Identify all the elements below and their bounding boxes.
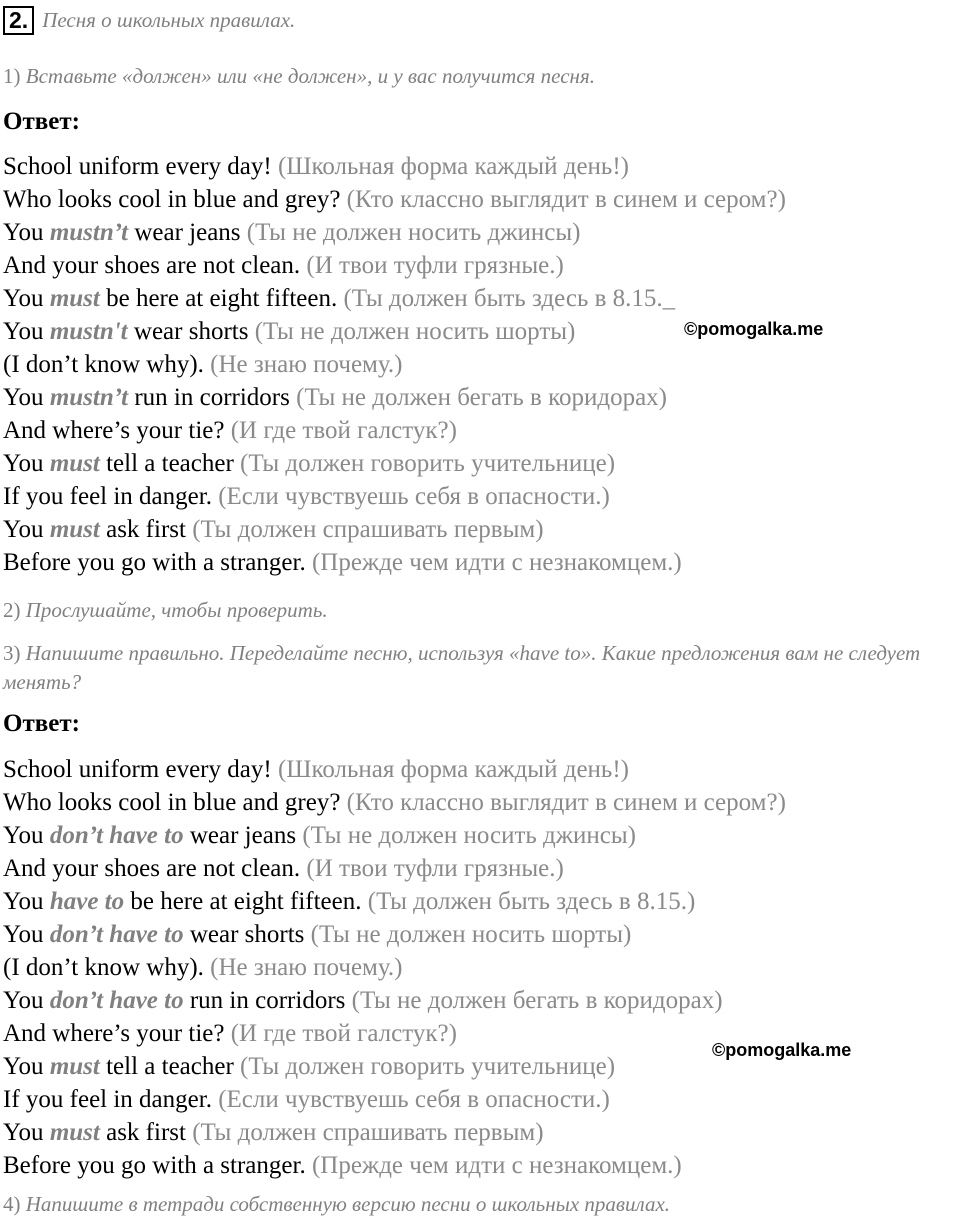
song-line [3, 183, 786, 216]
song-line [3, 753, 786, 786]
line-keyword: must [49, 1053, 100, 1080]
song-line [3, 447, 786, 480]
line-english-rest: run in corridors [134, 384, 290, 411]
line-translation: (Ты не должен бегать в коридорах) [351, 987, 723, 1014]
song-line [3, 282, 786, 315]
line-translation: (Школьная форма каждый день!) [277, 153, 629, 180]
song-line [3, 546, 786, 579]
line-english-rest: ask first [106, 516, 186, 543]
line-english: If you feel in danger. [3, 483, 212, 510]
line-english: (I don’t know why). [3, 954, 204, 981]
line-translation: (И твои туфли грязные.) [306, 855, 564, 882]
line-english: You [3, 450, 44, 477]
instruction-1 [3, 64, 595, 89]
line-english: You [3, 384, 44, 411]
line-english: You [3, 1119, 44, 1146]
line-translation: (И где твой галстук?) [230, 417, 457, 444]
line-translation: (Ты должен быть здесь в 8.15.) [367, 888, 696, 915]
line-english: Who looks cool in blue and grey? [3, 186, 341, 213]
line-english: You [3, 285, 44, 312]
line-translation: (Ты не должен носить шорты) [254, 318, 576, 345]
instruction-text: Прослушайте, чтобы проверить. [25, 598, 328, 622]
line-english-rest: be here at eight fifteen. [106, 285, 338, 312]
instruction-number: 1) [3, 64, 21, 88]
line-translation: (Школьная форма каждый день!) [277, 756, 629, 783]
instruction-number: 2) [3, 598, 21, 622]
line-english-rest: be here at eight fifteen. [130, 888, 362, 915]
line-english: You [3, 987, 44, 1014]
line-keyword: must [49, 285, 100, 312]
song-line [3, 249, 786, 282]
line-english: You [3, 318, 44, 345]
line-translation: (Ты должен спрашивать первым) [192, 516, 544, 543]
line-translation: (Ты должен спрашивать первым) [192, 1119, 544, 1146]
song-line [3, 852, 786, 885]
line-english: School uniform every day! [3, 756, 272, 783]
song-line [3, 984, 786, 1017]
line-english: And where’s your tie? [3, 417, 225, 444]
line-translation: (Если чувствуешь себя в опасности.) [218, 1086, 610, 1113]
instruction-text: Напишите в тетради собственную версию песни о школьных правилах. [25, 1192, 671, 1216]
answer-label-2: Ответ: [3, 710, 80, 737]
line-english: You [3, 1053, 44, 1080]
line-english-rest: wear shorts [133, 318, 249, 345]
line-english-rest: wear jeans [134, 219, 241, 246]
song-line [3, 480, 786, 513]
song-line [3, 1083, 786, 1116]
line-english: You [3, 888, 44, 915]
instruction-text: Напишите правильно. Переделайте песню, используя «have to». Какие предложения вам не следует менять? [3, 641, 921, 694]
song-line [3, 819, 786, 852]
instruction-number: 3) [3, 641, 21, 665]
line-english-rest: wear jeans [189, 822, 297, 849]
line-english: School uniform every day! [3, 153, 272, 180]
instruction-4 [3, 1192, 670, 1217]
watermark: ©pomogalka.me [684, 319, 824, 339]
line-keyword: must [49, 450, 100, 477]
line-translation: (Ты должен говорить учительнице) [240, 450, 616, 477]
line-english: You [3, 921, 44, 948]
line-english: Who looks cool in blue and grey? [3, 789, 341, 816]
line-english: If you feel in danger. [3, 1086, 212, 1113]
line-translation: (Кто классно выглядит в синем и сером?) [346, 186, 786, 213]
song-line [3, 951, 786, 984]
instruction-number: 4) [3, 1192, 21, 1216]
line-english-rest: tell a teacher [106, 450, 234, 477]
line-translation: (Не знаю почему.) [210, 351, 403, 378]
line-translation: (Если чувствуешь себя в опасности.) [218, 483, 610, 510]
song-line [3, 1116, 786, 1149]
line-translation: (Ты не должен носить шорты) [310, 921, 632, 948]
task-header [3, 5, 295, 35]
line-english-rest: wear shorts [189, 921, 305, 948]
song-line [3, 513, 786, 546]
instruction-2 [3, 598, 328, 623]
line-keyword: must [49, 516, 100, 543]
line-english: You [3, 822, 44, 849]
watermark-2: ©pomogalka.me [712, 1040, 852, 1060]
line-english: Before you go with a stranger. [3, 549, 306, 576]
line-keyword: don’t have to [49, 921, 184, 948]
line-keyword: have to [49, 888, 125, 915]
song-line [3, 786, 786, 819]
song-lines-must [3, 150, 786, 579]
line-keyword: mustn’t [49, 219, 129, 246]
line-keyword: must [49, 1119, 100, 1146]
line-translation: (И где твой галстук?) [230, 1020, 457, 1047]
line-keyword: mustn't [49, 318, 128, 345]
line-english: And your shoes are not clean. [3, 252, 301, 279]
line-translation: (Прежде чем идти с незнакомцем.) [311, 1152, 682, 1179]
line-english: You [3, 516, 44, 543]
song-lines-have-to [3, 753, 786, 1182]
song-line [3, 414, 786, 447]
line-english-rest: run in corridors [189, 987, 346, 1014]
line-translation: (Ты не должен бегать в коридорах) [296, 384, 667, 411]
task-title: Песня о школьных правилах. [42, 7, 296, 32]
line-translation: (Ты должен быть здесь в 8.15._ [343, 285, 676, 312]
line-english: You [3, 219, 44, 246]
line-translation: (И твои туфли грязные.) [306, 252, 564, 279]
task-number: 2. [3, 6, 34, 35]
line-english: Before you go with a stranger. [3, 1152, 306, 1179]
song-line [3, 1050, 786, 1083]
song-line [3, 381, 786, 414]
line-keyword: don’t have to [49, 822, 184, 849]
song-line [3, 885, 786, 918]
answer-label: Ответ: [3, 108, 80, 135]
line-translation: (Ты не должен носить джинсы) [302, 822, 636, 849]
line-translation: (Ты должен говорить учительнице) [240, 1053, 616, 1080]
line-translation: (Прежде чем идти с незнакомцем.) [311, 549, 682, 576]
line-translation: (Не знаю почему.) [210, 954, 403, 981]
line-keyword: mustn’t [49, 384, 129, 411]
song-line [3, 1017, 786, 1050]
song-line [3, 348, 786, 381]
song-line [3, 918, 786, 951]
song-line [3, 150, 786, 183]
line-translation: (Кто классно выглядит в синем и сером?) [346, 789, 786, 816]
line-translation: (Ты не должен носить джинсы) [246, 219, 581, 246]
line-english: And where’s your tie? [3, 1020, 225, 1047]
instruction-text: Вставьте «должен» или «не должен», и у вас получится песня. [25, 64, 595, 88]
line-english: And your shoes are not clean. [3, 855, 301, 882]
line-english: (I don’t know why). [3, 351, 204, 378]
line-english-rest: ask first [106, 1119, 186, 1146]
line-keyword: don’t have to [49, 987, 184, 1014]
line-english-rest: tell a teacher [106, 1053, 234, 1080]
song-line [3, 315, 786, 348]
instruction-3 [3, 639, 958, 697]
song-line [3, 1149, 786, 1182]
song-line [3, 216, 786, 249]
